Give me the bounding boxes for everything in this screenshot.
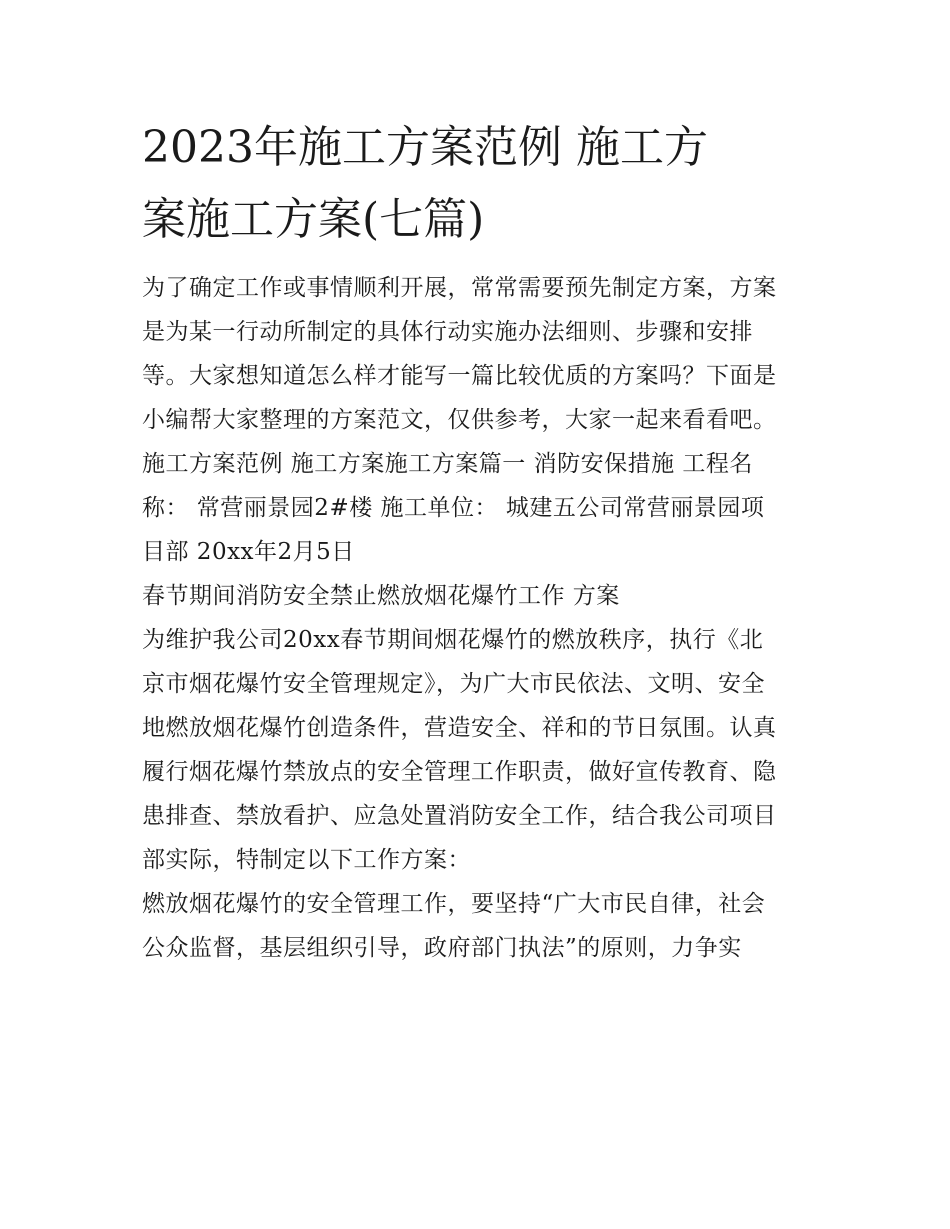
section-heading: 春节期间消防安全禁止燃放烟花爆竹工作 方案 (142, 583, 620, 609)
paragraph-intro (142, 266, 822, 574)
paragraph-line: 燃放烟花爆竹的安全管理工作，要坚持“广大市民自律，社会 (142, 891, 766, 917)
paragraph-body (142, 618, 822, 882)
paragraph-line: 称： 常营丽景园2#楼 施工单位： 城建五公司常营丽景园项 (142, 495, 765, 521)
paragraph-line: 小编帮大家整理的方案范文，仅供参考，大家一起来看看吧。 (142, 407, 777, 433)
paragraph-line: 为了确定工作或事情顺利开展，常常需要预先制定方案，方案 (142, 275, 777, 301)
paragraph-line: 地燃放烟花爆竹创造条件，营造安全、祥和的节日氛围。认真 (142, 715, 777, 741)
document-title (142, 112, 822, 256)
paragraph-principle (142, 882, 822, 970)
paragraph-line: 为维护我公司20xx春节期间烟花爆竹的燃放秩序，执行《北 (142, 627, 764, 653)
paragraph-line: 施工方案范例 施工方案施工方案篇一 消防安保措施 工程名 (142, 451, 753, 477)
paragraph-line: 等。大家想知道怎么样才能写一篇比较优质的方案吗？下面是 (142, 363, 777, 389)
paragraph-line: 公众监督，基层组织引导，政府部门执法”的原则，力争实 (142, 935, 742, 961)
paragraph-line: 履行烟花爆竹禁放点的安全管理工作职责，做好宣传教育、隐 (142, 759, 777, 785)
paragraph-line: 患排查、禁放看护、应急处置消防安全工作，结合我公司项目 (142, 803, 777, 829)
paragraph-line: 部实际，特制定以下工作方案： (142, 847, 471, 873)
document-content (142, 112, 822, 970)
paragraph-heading (142, 574, 822, 618)
title-line-2: 案施工方案(七篇) (142, 194, 485, 245)
paragraph-line: 京市烟花爆竹安全管理规定》，为广大市民依法、文明、安全 (142, 671, 765, 697)
title-line-1: 2023年施工方案范例 施工方 (142, 122, 708, 173)
paragraph-line: 是为某一行动所制定的具体行动实施办法细则、步骤和安排 (142, 319, 753, 345)
paragraph-line: 目部 20xx年2月5日 (142, 539, 355, 565)
